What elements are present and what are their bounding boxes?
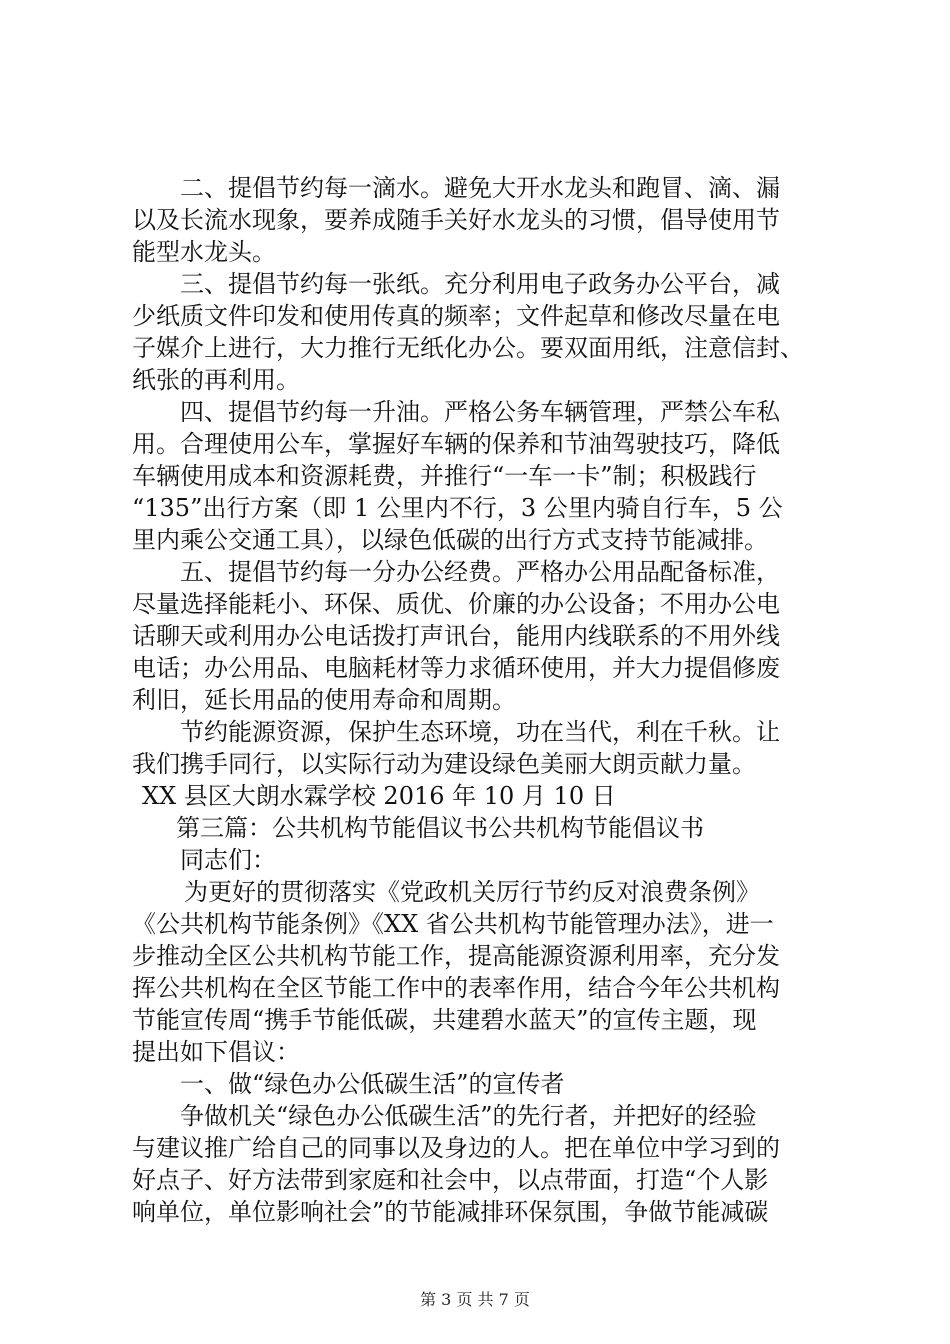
paragraph-line: 《公共机构节能条例》《XX 省公共机构节能管理办法》，进一: [132, 910, 774, 938]
paragraph-line: 少纸质文件印发和使用传真的频率；文件起草和修改尽量在电: [132, 302, 780, 330]
paragraph-line: 用。合理使用公车，掌握好车辆的保养和节油驾驶技巧，降低: [132, 430, 780, 458]
page-number-footer: 第 3 页 共 7 页: [420, 1290, 530, 1309]
document-body: [132, 172, 832, 1228]
paragraph-line: 为更好的贯彻落实《党政机关厉行节约反对浪费条例》: [184, 878, 760, 906]
paragraph-line: 节能宣传周“携手节能低碳，共建碧水蓝天”的宣传主题，现: [132, 1006, 757, 1034]
paragraph-line: 好点子、好方法带到家庭和社会中，以点带面，打造“个人影: [132, 1166, 769, 1194]
paragraph-line: 里内乘公交通工具），以绿色低碳的出行方式支持节能减排。: [132, 526, 768, 554]
paragraph-line: 纸张的再利用。: [132, 366, 300, 394]
paragraph-line: 利旧，延长用品的使用寿命和周期。: [132, 686, 516, 714]
salutation: 同志们：: [180, 846, 276, 874]
paragraph-line: 子媒介上进行，大力推行无纸化办公。要双面用纸，注意信封、: [132, 334, 804, 362]
signature-line: XX 县区大朗水霖学校 2016 年 10 月 10 日: [142, 782, 616, 810]
paragraph-line: 三、提倡节约每一张纸。充分利用电子政务办公平台，减: [180, 270, 780, 298]
paragraph-line: 尽量选择能耗小、环保、质优、价廉的办公设备；不用办公电: [132, 590, 780, 618]
subheading: 一、做“绿色办公低碳生活”的宣传者: [180, 1070, 565, 1098]
paragraph-line: 争做机关“绿色办公低碳生活”的先行者，并把好的经验: [180, 1102, 757, 1130]
paragraph-line: 提出如下倡议：: [132, 1038, 300, 1066]
paragraph-line: 四、提倡节约每一升油。严格公务车辆管理，严禁公车私: [180, 398, 780, 426]
section-title: 第三篇：公共机构节能倡议书公共机构节能倡议书: [176, 814, 704, 842]
paragraph-line: 车辆使用成本和资源耗费，并推行“一车一卡”制；积极践行: [132, 462, 757, 490]
paragraph-line: “135”出行方案（即 1 公里内不行，3 公里内骑自行车，5 公: [132, 494, 783, 522]
paragraph-line: 节约能源资源，保护生态环境，功在当代，利在千秋。让: [180, 718, 780, 746]
paragraph-line: 步推动全区公共机构节能工作，提高能源资源利用率，充分发: [132, 942, 780, 970]
paragraph-line: 与建议推广给自己的同事以及身边的人。把在单位中学习到的: [132, 1134, 780, 1162]
paragraph-line: 以及长流水现象，要养成随手关好水龙头的习惯，倡导使用节: [132, 206, 780, 234]
paragraph-line: 五、提倡节约每一分办公经费。严格办公用品配备标准，: [180, 558, 780, 586]
paragraph-line: 能型水龙头。: [132, 238, 276, 266]
paragraph-line: 话聊天或利用办公电话拨打声讯台，能用内线联系的不用外线: [132, 622, 780, 650]
paragraph-line: 我们携手同行，以实际行动为建设绿色美丽大朗贡献力量。: [132, 750, 756, 778]
paragraph-line: 二、提倡节约每一滴水。避免大开水龙头和跑冒、滴、漏: [180, 174, 780, 202]
paragraph-line: 挥公共机构在全区节能工作中的表率作用，结合今年公共机构: [132, 974, 780, 1002]
paragraph-line: 响单位，单位影响社会”的节能减排环保氛围，争做节能减碳: [132, 1198, 769, 1226]
paragraph-line: 电话；办公用品、电脑耗材等力求循环使用，并大力提倡修废: [132, 654, 780, 682]
